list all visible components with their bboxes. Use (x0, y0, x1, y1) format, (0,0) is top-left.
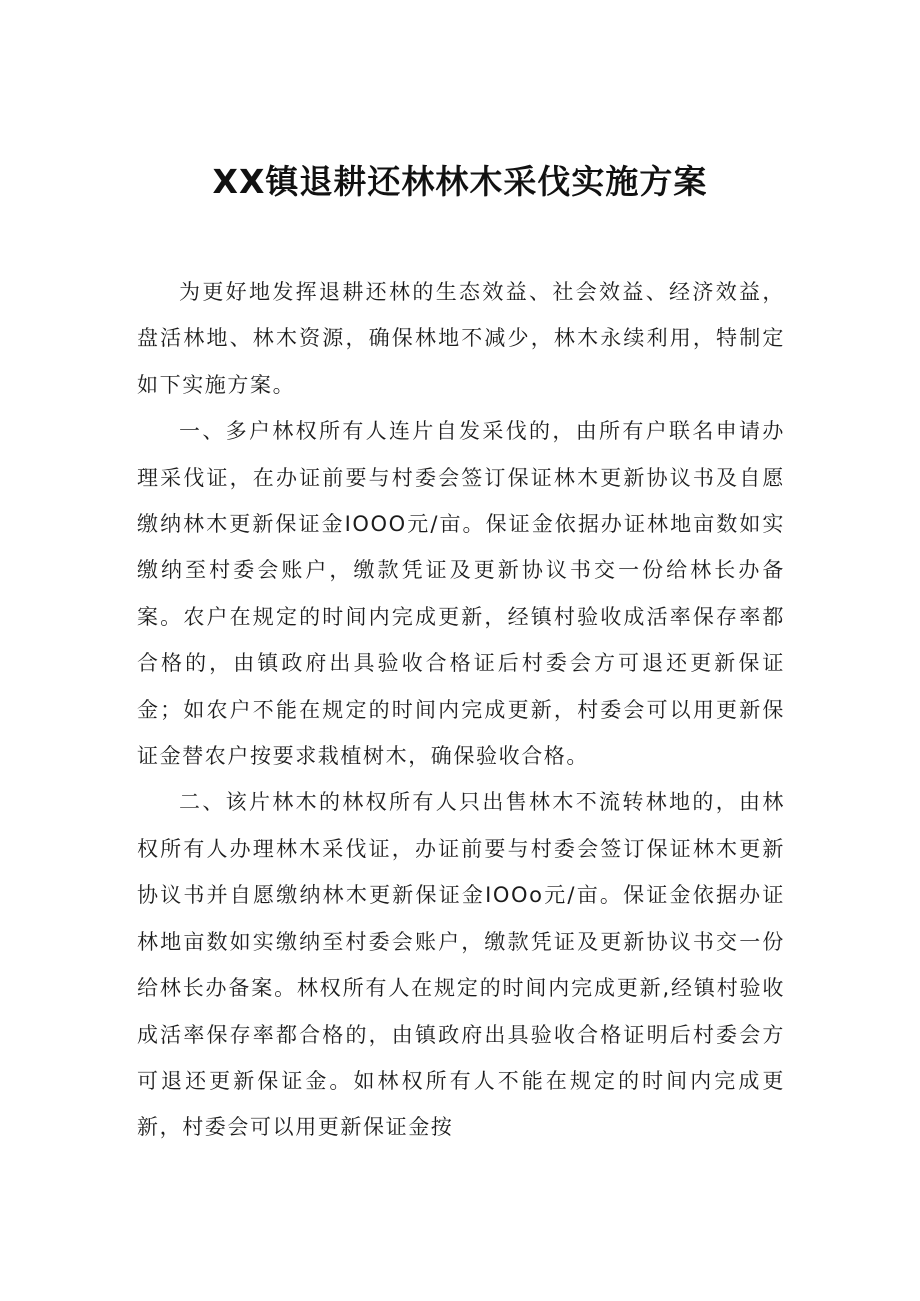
document-title: XX镇退耕还林林木采伐实施方案 (212, 162, 708, 201)
document-body (137, 269, 785, 1151)
paragraph-intro: 为更好地发挥退耕还林的生态效益、社会效益、经济效益，盘活林地、林木资源，确保林地不减少，林木永续利用，特制定如下实施方案。 (137, 280, 785, 397)
paragraph-section-1: 一、多户林权所有人连片自发采伐的，由所有户联名申请办理采伐证，在办证前要与村委会签订保证林木更新协议书及自愿缴纳林木更新保证金IOOO元/亩。保证金依据办证林地亩数如实缴纳至村委会账户，缴款凭证及更新协议书交一份给林长办备案。农户在规定的时间内完成更新，经镇村验收成活率保存率都合格的，由镇政府出具验收合格证后村委会方可退还更新保证金；如农户不能在规定的时间内完成更新，村委会可以用更新保证金替农户按要求栽植树木，确保验收合格。 (137, 419, 785, 769)
paragraph-section-2: 二、该片林木的林权所有人只出售林木不流转林地的，由林权所有人办理林木采伐证，办证前要与村委会签订保证林木更新协议书并自愿缴纳林木更新保证金IOOo元/亩。保证金依据办证林地亩数如实缴纳至村委会账户，缴款凭证及更新协议书交一份给林长办备案。林权所有人在规定的时间内完成更新,经镇村验收成活率保存率都合格的，由镇政府出具验收合格证明后村委会方可退还更新保证金。如林权所有人不能在规定的时间内完成更新，村委会可以用更新保证金按 (137, 790, 785, 1140)
